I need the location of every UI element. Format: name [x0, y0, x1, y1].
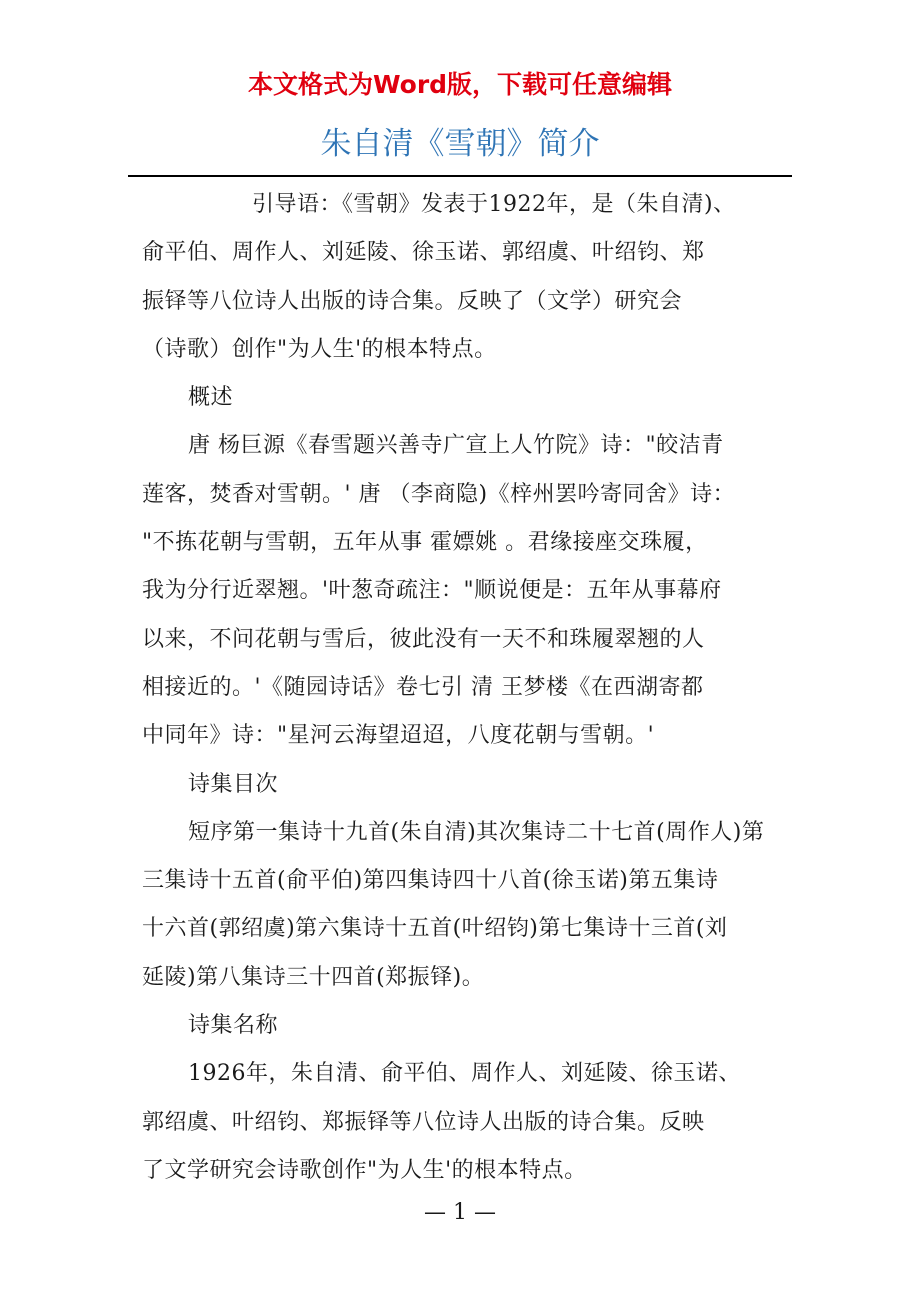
body-line: 引导语：《雪朝》发表于1922年，是（朱自清)、: [252, 192, 736, 217]
body-line: "不拣花朝与雪朝，五年从事 霍嫖姚 。君缘接座交珠履，: [142, 530, 708, 556]
body-line: 十六首(郭绍虞)第六集诗十五首(叶绍钧)第七集诗十三首(刘: [142, 916, 728, 942]
body-line: 郭绍虞、叶绍钧、郑振铎等八位诗人出版的诗合集。反映: [142, 1109, 705, 1135]
body-line: 中同年》诗："星河云海望迢迢，八度花朝与雪朝。': [142, 723, 655, 749]
body-line: （诗歌）创作"为人生'的根本特点。: [142, 336, 497, 362]
title-divider: [128, 175, 792, 177]
body-line: 以来，不问花朝与雪后，彼此没有一天不和珠履翠翘的人: [142, 626, 705, 652]
body-line: 振铎等八位诗人出版的诗合集。反映了（文学）研究会: [142, 288, 683, 314]
body-line: 三集诗十五首(俞平伯)第四集诗四十八首(徐玉诺)第五集诗: [142, 868, 719, 894]
section-heading-name: 诗集名称: [188, 1013, 279, 1039]
body-line: 唐 杨巨源《春雪题兴善寺广宣上人竹院》诗："皎洁青: [188, 433, 724, 459]
document-body: [142, 181, 822, 1195]
body-line: 了文学研究会诗歌创作"为人生'的根本特点。: [142, 1157, 587, 1183]
download-banner: 本文格式为Word版，下载可任意编辑: [247, 70, 673, 99]
page-number: — 1 —: [424, 1200, 496, 1225]
body-line: 短序第一集诗十九首(朱自清)其次集诗二十七首(周作人)第: [188, 819, 765, 845]
body-line: 1926年，朱自清、俞平伯、周作人、刘延陵、徐玉诺、: [188, 1061, 741, 1087]
body-line: 延陵)第八集诗三十四首(郑振铎)。: [142, 964, 485, 990]
section-heading-overview: 概述: [188, 385, 234, 411]
section-heading-contents: 诗集目次: [188, 771, 279, 797]
body-line: 我为分行近翠翘。'叶葱奇疏注："顺说便是：五年从事幕府: [142, 578, 722, 604]
document-title: 朱自清《雪朝》简介: [320, 126, 600, 162]
body-line: 俞平伯、周作人、刘延陵、徐玉诺、郭绍虞、叶绍钧、郑: [142, 240, 705, 266]
body-line: 相接近的。'《随园诗话》卷七引 清 王梦楼《在西湖寄都: [142, 674, 704, 700]
body-line: 莲客，焚香对雪朝。' 唐 （李商隐)《梓州罢吟寄同舍》诗：: [142, 481, 736, 507]
